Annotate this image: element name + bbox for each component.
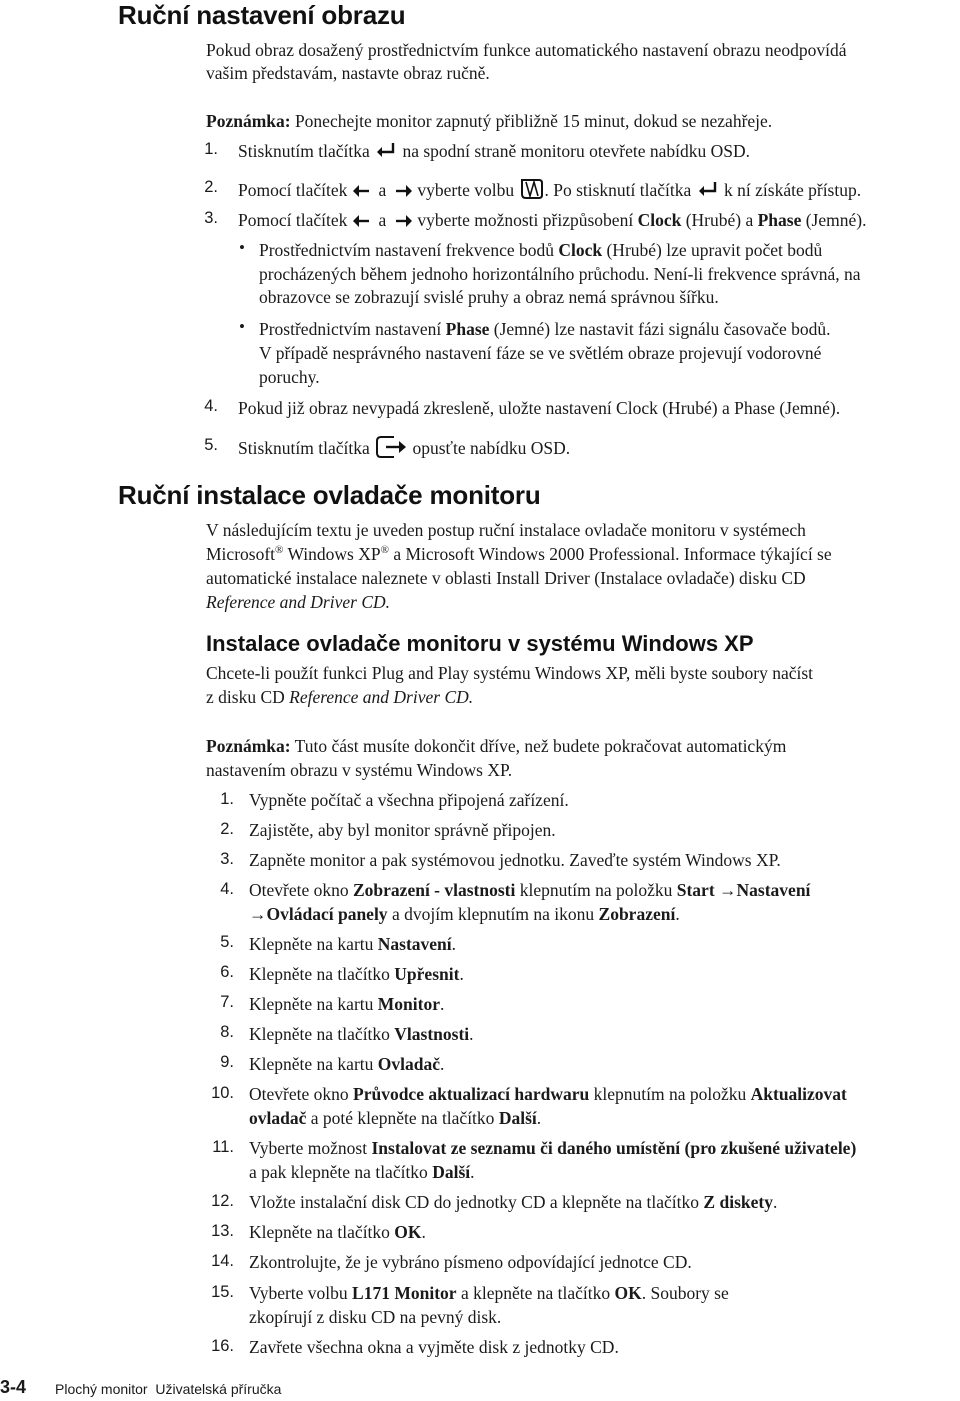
xp-step-10-e: ovladač — [249, 1108, 307, 1128]
step-1 — [238, 139, 750, 165]
period: . — [470, 1162, 475, 1182]
section-title-windows-xp: Instalace ovladače monitoru v systému Windows XP — [206, 631, 754, 656]
xp-step-9 — [249, 1052, 444, 1076]
step-number: 3. — [220, 850, 234, 868]
section-3-para-line-2 — [206, 685, 473, 710]
step-number: 7. — [220, 993, 234, 1011]
xp-step-8-b: Vlastnosti — [394, 1024, 470, 1044]
footer-title: Plochý monitor Uživatelská příručka — [55, 1381, 282, 1397]
step-number: 12. — [211, 1192, 234, 1210]
xp-step-5 — [249, 932, 456, 956]
period: . — [451, 934, 457, 954]
step-number: 2. — [220, 820, 234, 838]
xp-step-11-line-2 — [249, 1160, 475, 1184]
xp-step-7-a: Klepněte na kartu — [249, 994, 374, 1014]
step-2-text-d: k ní získáte přístup. — [724, 180, 862, 201]
xp-step-10-line-1 — [249, 1082, 847, 1106]
step-2-text-b: vyberte volbu — [417, 180, 515, 201]
section-2-para-line-2 — [206, 542, 832, 567]
intro-line-2: vašim představám, nastavte obraz ručně. — [206, 63, 490, 83]
bullet-2-text-b: (Jemné) lze nastavit fázi signálu časovače bodů. — [493, 319, 831, 339]
step-number: 4. — [204, 397, 218, 415]
xp-step-6-a: Klepněte na tlačítko — [249, 964, 390, 984]
step-1-text-b: na spodní straně monitoru otevřete nabídku OSD. — [402, 141, 750, 161]
step-5-text-b: opusťte nabídku OSD. — [412, 438, 571, 459]
bullet-2-line-3: poruchy. — [259, 367, 320, 387]
xp-step-6-b: Upřesnit — [394, 964, 460, 984]
xp-step-11-b: Instalovat ze seznamu či daného umístění (pro zkušené uživatele) — [371, 1138, 857, 1158]
period: . — [459, 964, 464, 984]
xp-step-4-a: Otevřete okno — [249, 880, 349, 900]
step-5 — [238, 434, 570, 466]
xp-step-8-a: Klepněte na tlačítko — [249, 1024, 390, 1044]
section-2-para-line-3: automatické instalace naleznete v oblasti Install Driver (Instalace ovladače) disku CD — [206, 568, 806, 588]
step-3 — [238, 208, 866, 234]
xp-step-2: Zajistěte, aby byl monitor správně připojen. — [249, 820, 556, 840]
xp-step-5-a: Klepněte na kartu — [249, 934, 374, 954]
xp-step-9-a: Klepněte na kartu — [249, 1054, 374, 1074]
xp-step-11-a: Vyberte možnost — [249, 1138, 368, 1158]
arrow-left-icon — [352, 210, 370, 234]
bullet-2-line-1 — [259, 317, 831, 341]
step-number: 5. — [220, 933, 234, 951]
xp-step-12 — [249, 1190, 777, 1214]
bullet-1-line-1 — [259, 238, 822, 262]
period: . — [421, 1222, 426, 1242]
page-number: 3-4 — [0, 1377, 27, 1397]
xp-step-15-c: a klepněte na tlačítko — [460, 1283, 611, 1303]
xp-step-13-b: OK — [394, 1222, 422, 1242]
bullet-1-text-a: Prostřednictvím nastavení frekvence bodů — [259, 240, 554, 260]
step-number: 1. — [204, 140, 218, 158]
step-3-text-b: vyberte možnosti přizpůsobení — [417, 210, 634, 230]
note-label: Poznámka: — [206, 111, 291, 131]
period: . — [439, 994, 445, 1014]
xp-step-4-e: →Nastavení — [719, 880, 811, 900]
period: . — [675, 904, 680, 924]
xp-step-1: Vypněte počítač a všechna připojená zařízení. — [249, 790, 569, 810]
xp-step-4-line-2 — [249, 902, 680, 926]
xp-step-8 — [249, 1022, 474, 1046]
step-number: 10. — [211, 1084, 234, 1102]
xp-step-5-b: Nastavení — [377, 934, 452, 954]
xp-step-13-a: Klepněte na tlačítko — [249, 1222, 390, 1242]
xp-step-7-b: Monitor — [377, 994, 440, 1014]
step-number: 15. — [211, 1283, 234, 1301]
arrow-right-icon — [395, 210, 413, 234]
note-label: Poznámka: — [206, 736, 291, 756]
bullet-2-phase: Phase — [445, 319, 490, 339]
xp-step-15-e: . Soubory se — [641, 1283, 729, 1303]
step-number: 16. — [211, 1337, 234, 1355]
step-number: 14. — [211, 1252, 234, 1270]
image-setup-icon — [518, 177, 544, 207]
step-2-text-c: . Po stisknutí tlačítka — [544, 180, 692, 201]
bullet-1-text-b: (Hrubé) lze upravit počet bodů — [606, 240, 823, 260]
xp-step-3: Zapněte monitor a pak systémovou jednotku. Zaveďte systém Windows XP. — [249, 850, 781, 870]
xp-step-10-line-2 — [249, 1106, 541, 1130]
step-3-text-a: Pomocí tlačítek — [238, 210, 348, 230]
note-2-text: Tuto část musíte dokončit dříve, než budete pokračovat automatickým — [294, 736, 787, 756]
period: . — [469, 1024, 474, 1044]
exit-icon — [374, 434, 408, 466]
xp-step-7 — [249, 992, 444, 1016]
step-4: Pokud již obraz nevypadá zkresleně, uložte nastavení Clock (Hrubé) a Phase (Jemné). — [238, 398, 841, 418]
bullet-1-line-2: procházených během jednoho horizontálního průchodu. Není-li frekvence správná, na — [259, 264, 861, 284]
step-3-and: a — [378, 210, 387, 230]
section-title-manual-driver-install: Ruční instalace ovladače monitoru — [118, 480, 541, 510]
xp-step-11-d: Další — [432, 1162, 471, 1182]
section-3-para-line-2-a: z disku CD — [206, 687, 285, 707]
arrow-left-icon — [352, 180, 370, 204]
step-number: 9. — [220, 1053, 234, 1071]
bullet-mark: • — [239, 317, 245, 336]
xp-step-14: Zkontrolujte, že je vybráno písmeno odpovídající jednotce CD. — [249, 1252, 692, 1272]
step-3-phase: Phase — [757, 210, 802, 230]
bullet-2-line-2: V případě nesprávného nastavení fáze se ve světlém obraze projevují vodorovné — [259, 343, 822, 363]
xp-step-9-b: Ovladač — [377, 1054, 440, 1074]
xp-step-12-a: Vložte instalační disk CD do jednotky CD a klepněte na tlačítko — [249, 1192, 700, 1212]
step-2-and: a — [378, 180, 387, 201]
xp-step-11-line-1 — [249, 1136, 856, 1160]
period: . — [772, 1192, 778, 1212]
xp-step-4-c: klepnutím na položku — [519, 880, 673, 900]
step-number: 8. — [220, 1023, 234, 1041]
enter-icon — [696, 180, 720, 204]
bullet-1-clock: Clock — [558, 240, 603, 260]
section-2-para-line-2-rest: a Microsoft Windows 2000 Professional. Informace týkající se — [393, 544, 832, 564]
xp-step-16: Zavřete všechna okna a vyjměte disk z jednotky CD. — [249, 1337, 619, 1357]
step-number: 3. — [204, 209, 218, 227]
xp-step-4-d: Start — [676, 880, 715, 900]
step-number: 5. — [204, 436, 218, 454]
xp-step-10-g: Další — [498, 1108, 537, 1128]
section-3-para-line-1: Chcete-li použít funkci Plug and Play systému Windows XP, měli byste soubory načíst — [206, 663, 814, 683]
period: . — [536, 1108, 542, 1128]
xp-step-4-b: Zobrazení - vlastnosti — [353, 880, 516, 900]
bullet-2-text-a: Prostřednictvím nastavení — [259, 319, 442, 339]
xp-step-4-g: a dvojím klepnutím na ikonu — [391, 904, 595, 924]
section-2-para-line-1: V následujícím textu je uveden postup ruční instalace ovladače monitoru v systémech — [206, 520, 806, 540]
xp-step-15-line-1 — [249, 1281, 729, 1305]
xp-step-15-d: OK — [614, 1283, 642, 1303]
step-3-text-c: (Hrubé) a — [685, 210, 754, 230]
section-title-manual-image-setup: Ruční nastavení obrazu — [118, 0, 406, 30]
step-number: 2. — [204, 178, 218, 196]
xp-step-10-c: klepnutím na položku — [593, 1084, 747, 1104]
microsoft-text: Microsoft — [206, 544, 276, 564]
xp-step-12-b: Z diskety — [703, 1192, 773, 1212]
step-2-text-a: Pomocí tlačítek — [238, 180, 348, 201]
bullet-1-line-3: obrazovce se zobrazují svislé pruhy a obraz nemá správnou šířku. — [259, 287, 719, 307]
registered-mark: ® — [380, 544, 389, 556]
note-2-line-1 — [206, 734, 786, 759]
section-2-para-line-4: Reference and Driver CD. — [206, 592, 391, 612]
xp-step-13 — [249, 1220, 426, 1244]
arrow-right-icon — [395, 180, 413, 204]
step-3-text-d: (Jemné). — [805, 210, 867, 230]
xp-step-15-a: Vyberte volbu — [249, 1283, 348, 1303]
xp-step-15-b: L171 Monitor — [352, 1283, 457, 1303]
step-number: 1. — [220, 790, 234, 808]
xp-step-10-b: Průvodce aktualizací hardwaru — [353, 1084, 590, 1104]
step-number: 11. — [212, 1138, 234, 1156]
xp-step-4-line-1 — [249, 878, 810, 902]
step-number: 4. — [220, 880, 234, 898]
xp-step-10-f: a poté klepněte na tlačítko — [310, 1108, 495, 1128]
step-2 — [238, 177, 861, 207]
step-number: 6. — [220, 963, 234, 981]
step-number: 13. — [211, 1222, 234, 1240]
xp-step-10-a: Otevřete okno — [249, 1084, 349, 1104]
note-1 — [206, 109, 772, 134]
bullet-mark: • — [239, 238, 245, 257]
windows-xp-text: Windows XP — [287, 544, 381, 564]
enter-icon — [374, 141, 398, 165]
step-1-text-a: Stisknutím tlačítka — [238, 141, 370, 161]
xp-step-6 — [249, 962, 464, 986]
intro-line-1: Pokud obraz dosažený prostřednictvím funkce automatického nastavení obrazu neodpovídá — [206, 40, 847, 60]
xp-step-11-c: a pak klepněte na tlačítko — [249, 1162, 428, 1182]
xp-step-4-f: →Ovládací panely — [249, 904, 388, 924]
period: . — [440, 1054, 445, 1074]
registered-mark: ® — [275, 544, 284, 556]
step-5-text-a: Stisknutím tlačítka — [238, 438, 370, 459]
xp-step-10-d: Aktualizovat — [750, 1084, 847, 1104]
note-2-line-2: nastavením obrazu v systému Windows XP. — [206, 760, 513, 780]
reference-driver-cd: Reference and Driver CD. — [289, 687, 474, 707]
step-3-clock: Clock — [637, 210, 682, 230]
xp-step-4-h: Zobrazení — [598, 904, 676, 924]
xp-step-15-line-2: zkopírují z disku CD na pevný disk. — [249, 1307, 502, 1327]
note-text: Ponechejte monitor zapnutý přibližně 15 minut, dokud se nezahřeje. — [294, 111, 773, 131]
